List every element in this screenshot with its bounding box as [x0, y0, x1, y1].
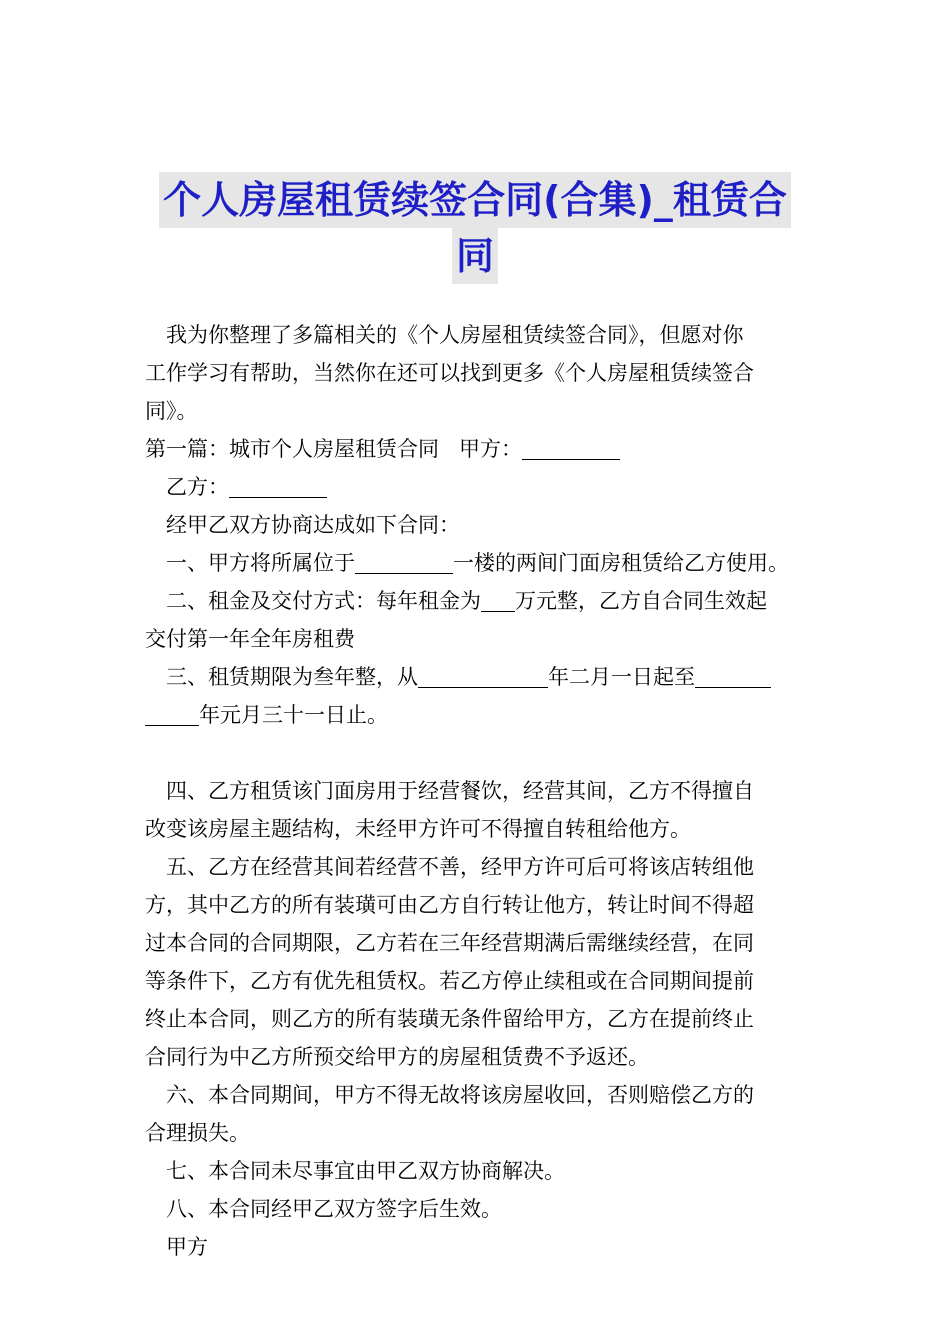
clause-3: [145, 658, 810, 696]
section-heading-line: [145, 430, 810, 468]
intro-line: 工作学习有帮助，当然你在还可以找到更多《个人房屋租赁续签合: [145, 361, 754, 385]
clause-6-continued: 合理损失。: [145, 1121, 250, 1145]
agreement-line: 经甲乙双方协商达成如下合同：: [166, 513, 460, 537]
start-year-blank: [418, 665, 548, 688]
document-title: [145, 172, 805, 284]
clause-5-continued: 过本合同的合同期限，乙方若在三年经营期满后需继续经营，在同: [145, 931, 754, 955]
clause-3-text: 三、租赁期限为叁年整，从: [166, 665, 418, 689]
location-blank: [355, 551, 453, 574]
signature-party-a: 甲方: [166, 1235, 208, 1259]
clause-2: [145, 582, 810, 620]
party-a-label: 甲方：: [459, 437, 522, 461]
clause-2-text: 万元整，乙方自合同生效起: [515, 589, 767, 613]
clause-8: 八、本合同经甲乙双方签字后生效。: [166, 1197, 502, 1221]
clause-3-continued: [145, 696, 810, 734]
title-line-2: 同: [452, 228, 498, 284]
section-heading: 第一篇：城市个人房屋租赁合同: [145, 437, 439, 461]
rent-amount-blank: [481, 589, 515, 612]
clause-7: 七、本合同未尽事宜由甲乙双方协商解决。: [166, 1159, 565, 1183]
clause-3-text: 年二月一日起至: [548, 665, 695, 689]
end-year-blank: [695, 665, 771, 688]
clause-3-text: 年元月三十一日止。: [199, 703, 388, 727]
clause-5: 五、乙方在经营其间若经营不善，经甲方许可后可将该店转组他: [166, 855, 754, 879]
clause-5-continued: 等条件下，乙方有优先租赁权。若乙方停止续租或在合同期间提前: [145, 969, 754, 993]
end-year-blank-continued: [145, 703, 199, 726]
clause-6: 六、本合同期间，甲方不得无故将该房屋收回，否则赔偿乙方的: [166, 1083, 754, 1107]
clause-1-text: 一楼的两间门面房租赁给乙方使用。: [453, 551, 789, 575]
clause-2-continued: 交付第一年全年房租费: [145, 627, 355, 651]
title-line-1: 个人房屋租赁续签合同(合集)_租赁合: [159, 172, 791, 228]
clause-4-continued: 改变该房屋主题结构，未经甲方许可不得擅自转租给他方。: [145, 817, 691, 841]
party-b-line: [145, 468, 810, 506]
intro-line: 同》。: [145, 399, 198, 423]
party-a-blank: [522, 437, 620, 460]
party-b-blank: [229, 475, 327, 498]
party-b-label: 乙方：: [166, 475, 229, 499]
intro-line: 我为你整理了多篇相关的《个人房屋租赁续签合同》，但愿对你: [166, 323, 744, 347]
clause-4: 四、乙方租赁该门面房用于经营餐饮，经营其间，乙方不得擅自: [166, 779, 754, 803]
clause-5-continued: 方，其中乙方的所有装璜可由乙方自行转让他方，转让时间不得超: [145, 893, 754, 917]
clause-1: [145, 544, 810, 582]
clause-2-text: 二、租金及交付方式：每年租金为: [166, 589, 481, 613]
document-body: [145, 316, 810, 1266]
clause-1-text: 一、甲方将所属位于: [166, 551, 355, 575]
clause-5-continued: 终止本合同，则乙方的所有装璜无条件留给甲方，乙方在提前终止: [145, 1007, 754, 1031]
clause-5-continued: 合同行为中乙方所预交给甲方的房屋租赁费不予返还。: [145, 1045, 649, 1069]
